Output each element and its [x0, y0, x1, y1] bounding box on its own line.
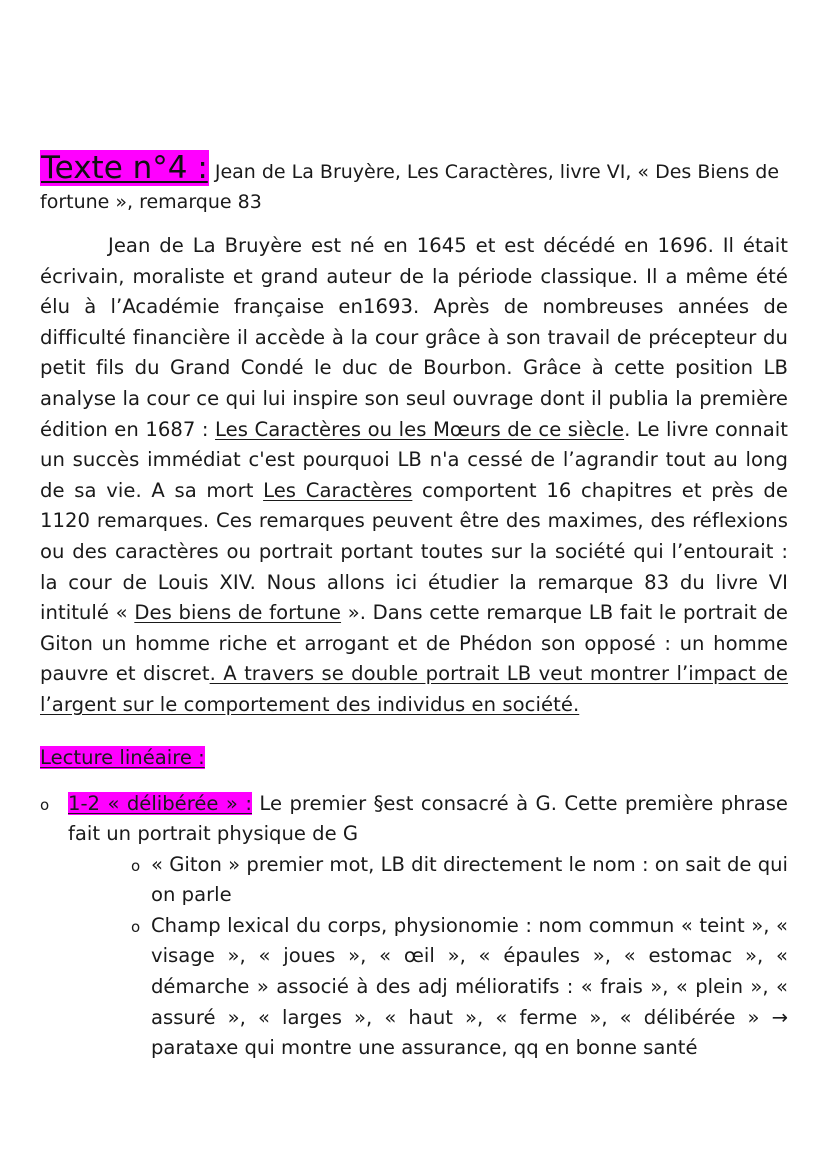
- sub-list-item: [68, 911, 788, 1064]
- text-number-badge: Texte n°4 :: [41, 150, 208, 186]
- bullet-icon: o: [131, 917, 141, 936]
- problematic: . A travers se double portrait LB veut montrer l’impact de l’argent sur le comportement des individus en société.: [40, 662, 789, 716]
- bullet-icon: o: [40, 795, 50, 814]
- sub-list-item: [68, 850, 788, 911]
- introduction-paragraph: [40, 231, 788, 721]
- section-title: Lecture linéaire :: [40, 745, 205, 769]
- intro-part-2: . Le livre connait un succès immédiat c'est pourquoi LB n'a cessé de l’agrandir tout au long de sa vie. A sa mort: [40, 417, 788, 502]
- intro-part-1: Jean de La Bruyère est né en 1645 et est décédé en 1696. Il était écrivain, moraliste et grand auteur de la période classique. Il a même été élu à l’Académie française en1693. Après de nombreuses années de difficulté financière il accède à la cour grâce à son travail de précepteur du petit fils du Grand Condé le duc de Bourbon. Grâce à cette position LB analyse la cour ce qui lui inspire son seul ouvrage dont il publia la première édition en 1687 :: [40, 234, 788, 441]
- sub-item-text: « Giton » premier mot, LB dit directement le nom : on sait de qui on parle: [151, 852, 788, 907]
- bullet-icon: o: [131, 856, 141, 875]
- book-title-short: Les Caractères: [263, 478, 413, 502]
- sub-list: [68, 850, 788, 1064]
- sub-item-text: Champ lexical du corps, physionomie : nom commun « teint », « visage », « joues », « œil », « épaules », « estomac », « démarche » associé à des adj mélioratifs : « frais », « plein », « assuré », « larges », « haut », « ferme », « délibérée » → parataxe qui montre une assurance, qq en bonne santé: [151, 913, 788, 1060]
- text-heading: [40, 150, 788, 217]
- intro-part-3: comportent 16 chapitres et près de 1120 remarques. Ces remarques peuvent être des maximes, des réflexions ou des caractères ou portrait portant toutes sur la société qui l’entourait : la cour de Louis XIV. Nous allons ici étudier la remarque 83 du livre VI intitulé «: [40, 478, 788, 625]
- intro-part-4: ». Dans cette remarque LB fait le portrait de Giton un homme riche et arrogant et de Phédon son opposé : un homme pauvre et discret: [40, 601, 789, 686]
- list-item: [40, 789, 788, 1064]
- chapter-title: Des biens de fortune: [134, 601, 342, 625]
- document-page: [40, 150, 788, 1064]
- book-title-full: Les Caractères ou les Mœurs de ce siècle: [215, 417, 625, 441]
- line-reference-tag: 1-2 « délibérée » :: [68, 791, 252, 815]
- analysis-list: [40, 789, 788, 1064]
- section-heading: [40, 743, 788, 773]
- item-text: Le premier §est consacré à G. Cette première phrase fait un portrait physique de G: [68, 791, 788, 846]
- text-reference: Jean de La Bruyère, Les Caractères, livre VI, « Des Biens de fortune », remarque 83: [40, 161, 780, 213]
